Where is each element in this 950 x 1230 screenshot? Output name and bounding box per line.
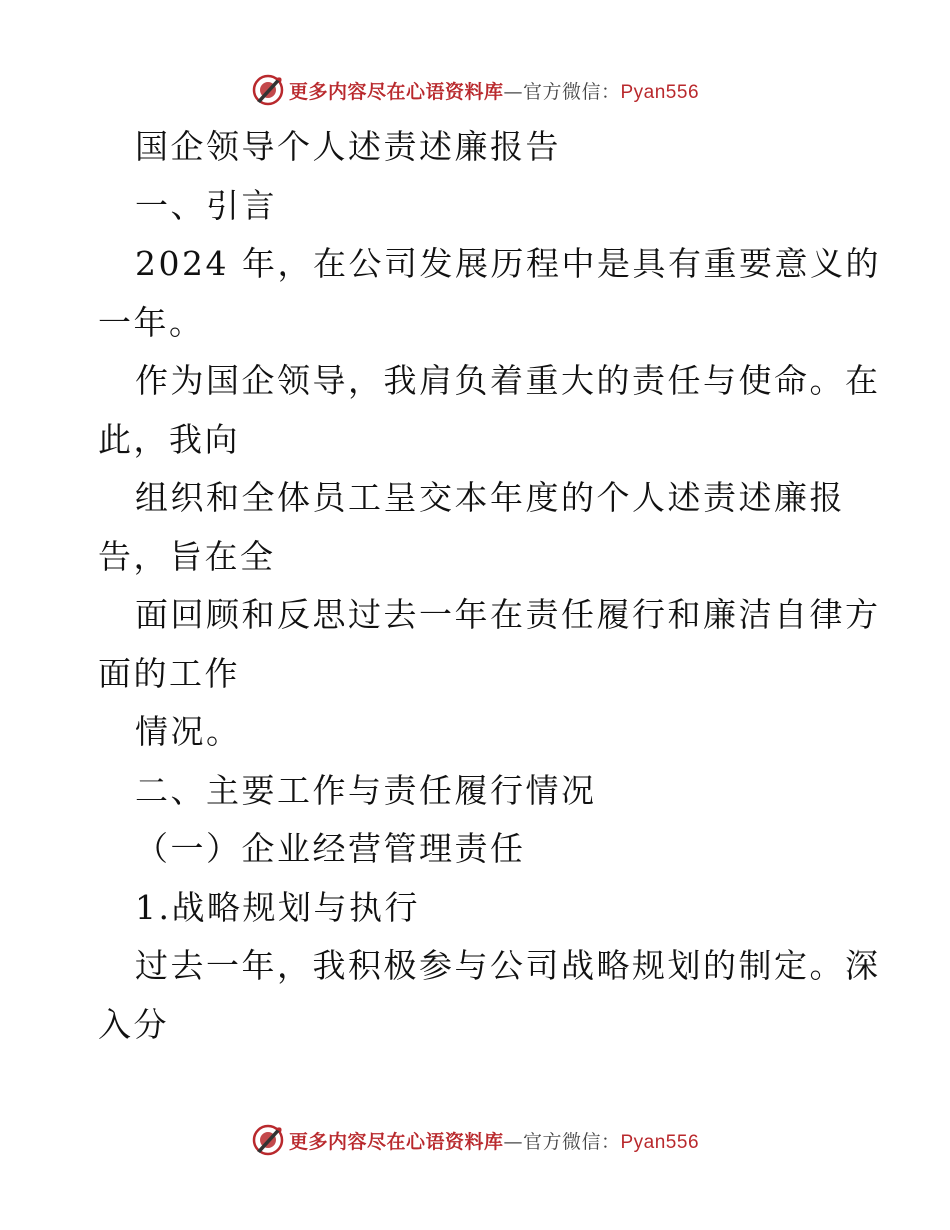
document-line: 2024 年，在公司发展历程中是具有重要意义的 (135, 244, 881, 283)
document-line: 二、主要工作与责任履行情况 (135, 770, 597, 810)
document-line: 入分 (98, 1004, 169, 1044)
header-banner (0, 70, 950, 110)
banner-site-name: 更多内容尽在心语资料库 (288, 80, 504, 103)
document-line: （一）企业经营管理责任 (135, 829, 526, 868)
document-line: 作为国企领导，我肩负着重大的责任与使命。在 (135, 361, 881, 400)
banner-site-name: 更多内容尽在心语资料库 (288, 1130, 504, 1153)
banner-official-label: 官方微信： (522, 80, 621, 103)
document-line: 此，我向 (98, 419, 240, 459)
banner-wechat-id: Pyan556 (620, 81, 700, 103)
footer-banner (0, 1120, 950, 1160)
document-line: 面回顾和反思过去一年在责任履行和廉洁自律方 (135, 595, 881, 634)
document-line: 情况。 (135, 712, 242, 751)
document-line: 一、引言 (135, 185, 277, 225)
document-line: 面的工作 (98, 653, 240, 693)
document-line: 组织和全体员工呈交本年度的个人述责述廉报 (135, 478, 845, 517)
document-line: 过去一年，我积极参与公司战略规划的制定。深 (135, 946, 881, 985)
banner-dash: — (503, 1130, 523, 1153)
document-line: 国企领导个人述责述廉报告 (135, 127, 561, 166)
document-line: 一年。 (98, 302, 205, 342)
quill-seal-logo-icon (251, 1123, 285, 1157)
banner-dash: — (503, 80, 523, 103)
banner-text (289, 1127, 699, 1154)
banner-official-label: 官方微信： (522, 1130, 621, 1153)
banner-text (289, 77, 699, 104)
banner-wechat-id: Pyan556 (620, 1131, 700, 1153)
document-body (98, 118, 881, 1054)
document-line: 告，旨在全 (98, 536, 276, 576)
document-line: 1.战略规划与执行 (135, 887, 420, 927)
quill-seal-logo-icon (251, 73, 285, 107)
